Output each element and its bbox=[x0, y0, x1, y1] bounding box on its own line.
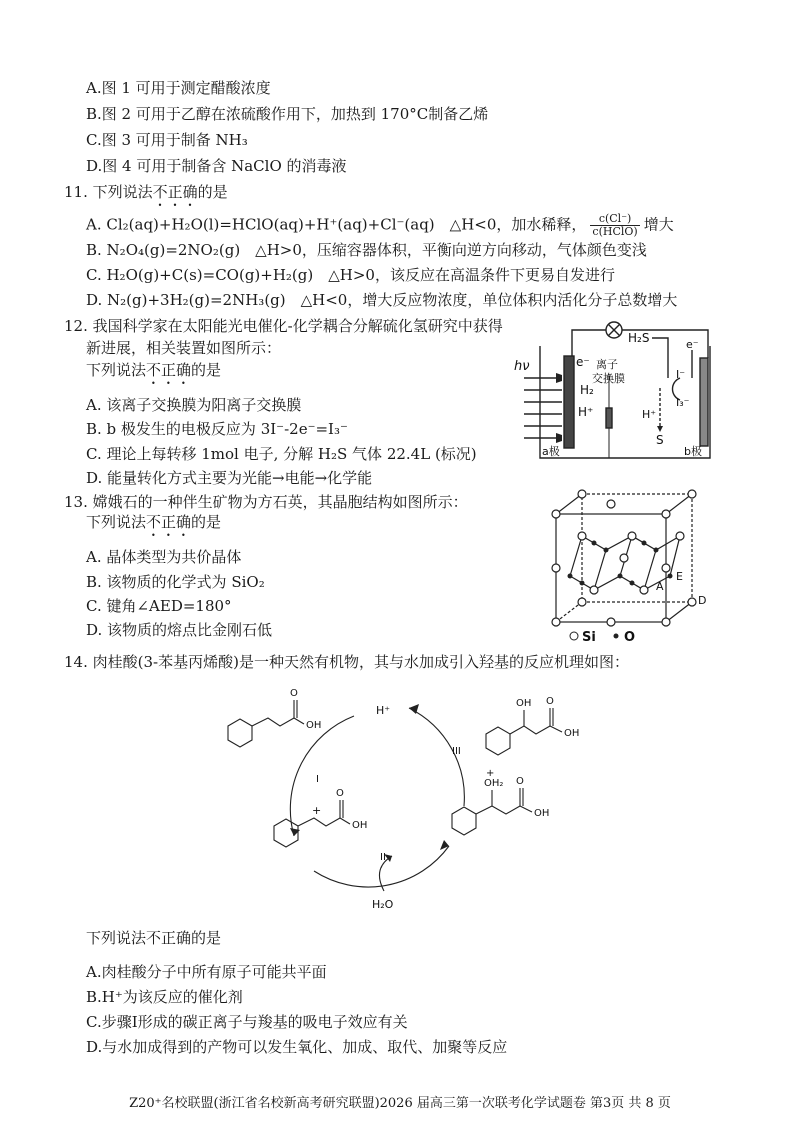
q12-stem-line2: 新进展，相关装置如图所示： bbox=[86, 339, 282, 357]
q10-option-a: A.图 1 可用于测定醋酸浓度 bbox=[86, 79, 271, 97]
mol3-oh-top: OH bbox=[516, 698, 532, 709]
q13-option-c: C. 键角∠AED=180° bbox=[86, 597, 232, 615]
legend-o-marker bbox=[614, 634, 619, 639]
fig-s: S bbox=[656, 433, 664, 447]
oxonium-plus: + bbox=[486, 768, 495, 779]
legend-si-label: Si bbox=[582, 630, 596, 645]
q12-electrolysis-diagram bbox=[514, 318, 720, 478]
mol2-oh: OH bbox=[352, 820, 368, 831]
page-footer: Z20⁺名校联盟(浙江省名校新高考研究联盟)2026 届高三第一次联考化学试题卷 第3页 共 8 页 bbox=[129, 1096, 671, 1111]
q11-option-b: B. N₂O₄(g)=2NO₂(g) △H>0，压缩容器体积，平衡向逆方向移动，气体颜色变浅 bbox=[86, 241, 647, 259]
q12-option-c: C. 理论上每转移 1mol 电子, 分解 H₂S 气体 22.4L (标况) bbox=[86, 445, 477, 463]
q10-option-b: B.图 2 可用于乙醇在浓硫酸作用下，加热到 170°C制备乙烯 bbox=[86, 105, 489, 123]
q14-option-a: A.肉桂酸分子中所有原子可能共平面 bbox=[86, 963, 327, 981]
q11-a-fraction bbox=[590, 213, 639, 238]
q12-option-a: A. 该离子交换膜为阳离子交换膜 bbox=[86, 396, 302, 414]
water-label: H₂O bbox=[372, 898, 394, 911]
q14-sub-stem: 下列说法不正确的是 bbox=[86, 929, 222, 947]
carbocation-plus: + bbox=[312, 804, 322, 817]
q11-option-c: C. H₂O(g)+C(s)=CO(g)+H₂(g) △H>0，该反应在高温条件下更易自发进行 bbox=[86, 266, 615, 284]
q11-option-a bbox=[86, 213, 674, 238]
q13-stem-line2 bbox=[86, 512, 221, 540]
fig-point-d: D bbox=[698, 594, 707, 607]
q13-stem-post: 的是 bbox=[191, 513, 222, 531]
q12-option-d: D. 能量转化方式主要为光能→电能→化学能 bbox=[86, 469, 373, 487]
q13-stem-line1: 13. 嫦娥石的一种伴生矿物为方石英，其晶胞结构如图所示： bbox=[64, 493, 468, 511]
fig-point-e: E bbox=[676, 570, 683, 583]
q13-crystal-cell-diagram bbox=[548, 490, 718, 645]
fig-hplus-right: H⁺ bbox=[642, 408, 657, 421]
fig-h2: H₂ bbox=[580, 383, 594, 397]
fig-h2s: H₂S bbox=[628, 331, 650, 345]
q12-stem-line3 bbox=[86, 360, 221, 388]
q12-stem-post: 的是 bbox=[191, 361, 222, 379]
mol3-oh: OH bbox=[564, 728, 580, 739]
legend-o-label: O bbox=[624, 630, 636, 645]
q13-option-b: B. 该物质的化学式为 SiO₂ bbox=[86, 573, 265, 591]
mol1-oh: OH bbox=[306, 720, 322, 731]
q11-a-text: A. Cl₂(aq)+H₂O(l)=HClO(aq)+H⁺(aq)+Cl⁻(aq) △H<0，加水稀释， bbox=[86, 215, 587, 234]
q13-option-d: D. 该物质的熔点比金刚石低 bbox=[86, 621, 273, 639]
step-3-label: III bbox=[452, 746, 461, 757]
mol4-oh: OH bbox=[534, 808, 550, 819]
legend-si-marker bbox=[570, 632, 578, 640]
q14-option-b: B.H⁺为该反应的催化剂 bbox=[86, 988, 243, 1006]
q13-stem-emphasis: 不正确 bbox=[146, 513, 192, 531]
fig-hv-label: hν bbox=[514, 359, 530, 374]
q14-option-c: C.步骤I形成的碳正离子与羧基的吸电子效应有关 bbox=[86, 1013, 408, 1031]
mol3-o: O bbox=[546, 696, 554, 707]
fig-point-a: A bbox=[656, 580, 664, 593]
q13-stem-pre: 下列说法 bbox=[86, 513, 147, 531]
mol4-o: O bbox=[516, 776, 524, 787]
q12-stem-emphasis: 不正确 bbox=[146, 361, 192, 379]
q14-option-d: D.与水加成得到的产物可以发生氧化、加成、取代、加聚等反应 bbox=[86, 1038, 508, 1056]
q10-option-d: D.图 4 可用于制备含 NaClO 的消毒液 bbox=[86, 157, 347, 175]
q11-option-d: D. N₂(g)+3H₂(g)=2NH₃(g) △H<0，增大反应物浓度，单位体积内活化分子总数增大 bbox=[86, 291, 678, 309]
fig-e-right: e⁻ bbox=[686, 338, 699, 351]
fraction-denominator: c(HClO) bbox=[592, 225, 638, 238]
fig-iminus: I⁻ bbox=[676, 368, 686, 381]
mol2-o: O bbox=[336, 788, 344, 799]
q11-stem-pre: 11. 下列说法 bbox=[64, 183, 153, 201]
fig-i3: I₃⁻ bbox=[676, 396, 690, 409]
q13-option-a: A. 晶体类型为共价晶体 bbox=[86, 548, 242, 566]
q11-stem-emphasis: 不正确 bbox=[152, 183, 198, 201]
fig-membrane-line2: 交换膜 bbox=[592, 372, 625, 385]
q11-stem-post: 的是 bbox=[197, 183, 228, 201]
q12-stem-pre: 下列说法 bbox=[86, 361, 147, 379]
step-1-label: I bbox=[316, 774, 319, 785]
q10-option-c: C.图 3 可用于制备 NH₃ bbox=[86, 131, 248, 149]
fig-hplus: H⁺ bbox=[578, 405, 594, 419]
fig-a-electrode-label: a极 bbox=[542, 445, 560, 458]
fig-b-electrode-label: b极 bbox=[684, 445, 702, 458]
step-2-label: II bbox=[380, 852, 386, 863]
q11-stem bbox=[64, 182, 228, 210]
q12-option-b: B. b 极发生的电极反应为 3I⁻-2e⁻=I₃⁻ bbox=[86, 420, 348, 438]
q14-mechanism-diagram bbox=[214, 686, 594, 916]
catalyst-hplus: H⁺ bbox=[376, 704, 391, 717]
mol1-o: O bbox=[290, 688, 298, 699]
q11-a-post: 增大 bbox=[643, 215, 674, 234]
fraction-numerator: c(Cl⁻) bbox=[590, 213, 639, 226]
q12-stem-line1: 12. 我国科学家在太阳能光电催化-化学耦合分解硫化氢研究中获得 bbox=[64, 317, 503, 335]
q14-stem: 14. 肉桂酸(3-苯基丙烯酸)是一种天然有机物，其与水加成引入羟基的反应机理如图： bbox=[64, 653, 629, 671]
mol4-oh2: OH₂ bbox=[484, 778, 504, 789]
fig-e-left: e⁻ bbox=[576, 355, 590, 369]
fig-membrane-line1: 离子 bbox=[596, 358, 618, 371]
